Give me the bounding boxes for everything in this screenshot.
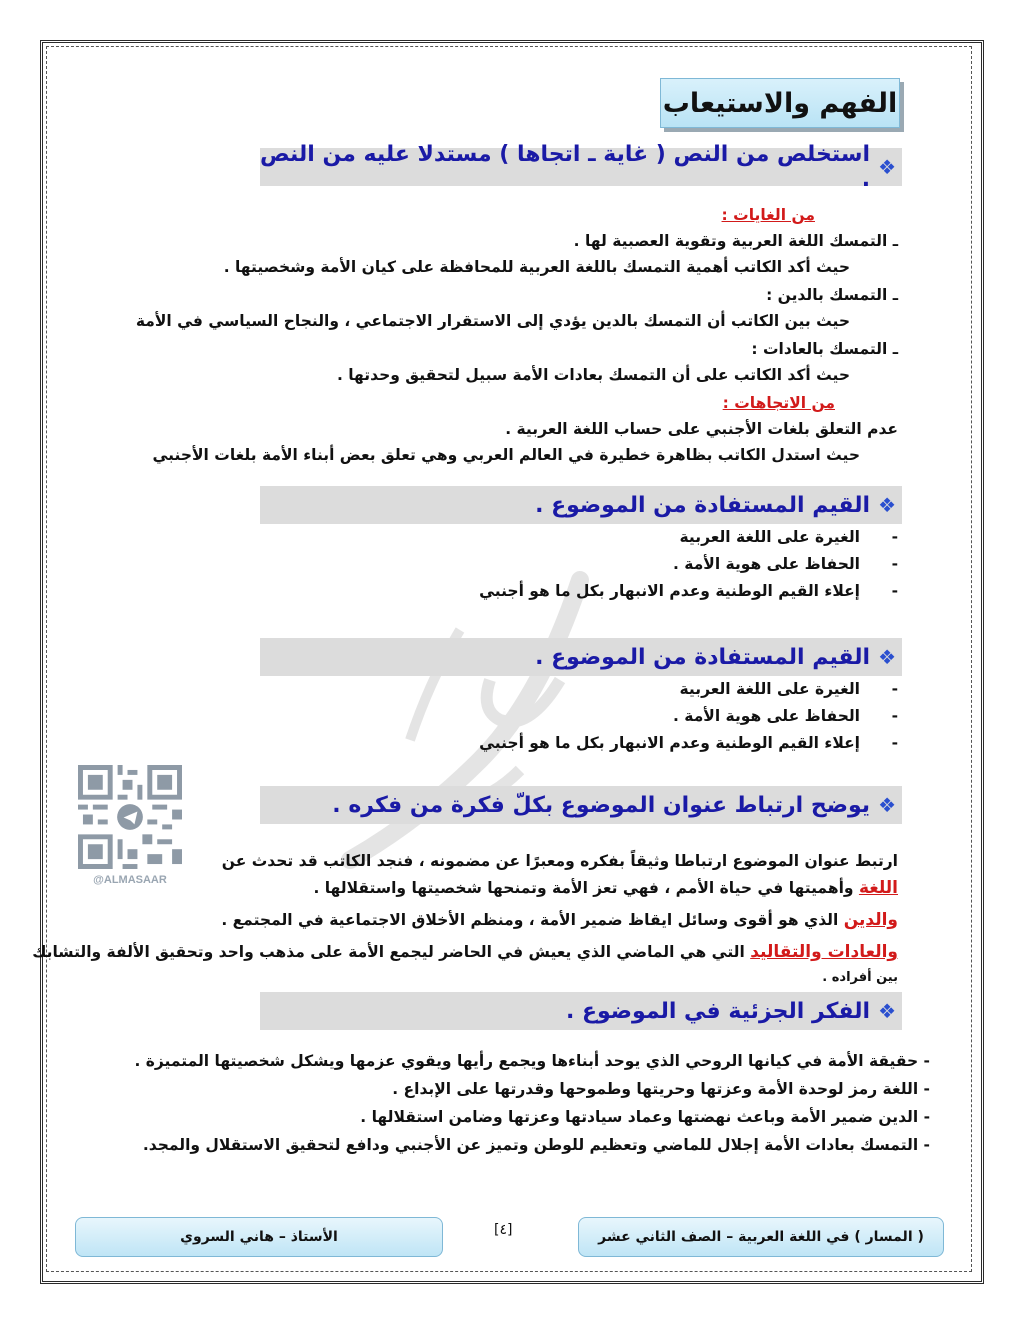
- section-heading-values-2: [260, 638, 902, 676]
- section-heading-values: [260, 486, 902, 524]
- diamond-bullet-icon: ❖: [878, 793, 896, 817]
- section-heading-link: [260, 786, 902, 824]
- keyword-religion: والدين: [843, 910, 898, 930]
- values-list-2: [479, 680, 898, 761]
- diamond-bullet-icon: ❖: [878, 645, 896, 669]
- diamond-bullet-icon: ❖: [878, 999, 896, 1023]
- list-item: -الغيرة على اللغة العربية: [679, 528, 898, 546]
- link-religion: والدين الذي هو أقوى وسائل ايقاظ ضمير الأمة ، ومنظم الأخلاق الاجتماعية في المجتمع .: [221, 910, 898, 930]
- goal-line-6: حيث أكد الكاتب على أن التمسك بعادات الأمة سبيل لتحقيق وحدتها .: [336, 366, 850, 384]
- idea-line-1: - حقيقة الأمة في كيانها الروحي الذي يوحد أبناءها ويجمع رأيها ويقوي عزمها ويشكل شخصيتها المتميزة .: [134, 1052, 930, 1070]
- link-intro: ارتبط عنوان الموضوع ارتباطا وثيقاً بفكره ومعبرًا عن مضمونه ، فنجد الكاتب قد تحدث عن: [221, 852, 898, 870]
- qr-code: [78, 765, 182, 869]
- goal-line-3: ـ التمسك بالدين :: [766, 286, 898, 304]
- keyword-language: اللغة: [858, 878, 898, 898]
- section-heading-text: استخلص من النص ( غاية ـ اتجاها ) مستدلا عليه من النص .: [260, 142, 871, 192]
- link-customs-tail: بين أفراده .: [822, 970, 898, 985]
- trends-label: من الاتجاهات :: [722, 394, 835, 412]
- section-heading-goals: [260, 142, 902, 192]
- trend-line-2: حيث استدل الكاتب بظاهرة خطيرة في العالم العربي وهي تعلق بعض أبناء الأمة بلغات الأجنبي: [152, 446, 860, 464]
- goal-line-4: حيث بين الكاتب أن التمسك بالدين يؤدي إلى الاستقرار الاجتماعي ، والنجاح السياسي في الأمة: [135, 312, 850, 330]
- link-language: اللغة وأهميتها في حياة الأمم ، فهي تعز الأمة وتمنحها شخصيتها واستقلالها .: [313, 878, 898, 898]
- footer-course: ( المسار ) في اللغة العربية – الصف الثاني عشر: [578, 1217, 944, 1257]
- list-item: -إعلاء القيم الوطنية وعدم الانبهار بكل ما هو أجنبي: [479, 582, 898, 600]
- list-item: -الحفاظ على هوية الأمة .: [673, 555, 898, 573]
- diamond-bullet-icon: ❖: [878, 493, 896, 517]
- section-heading-text: يوضح ارتباط عنوان الموضوع بكلّ فكرة من فكره .: [332, 792, 871, 818]
- diamond-bullet-icon: ❖: [878, 155, 896, 179]
- page-title: الفهم والاستيعاب: [660, 78, 900, 128]
- section-heading-ideas: [260, 992, 902, 1030]
- list-item: -إعلاء القيم الوطنية وعدم الانبهار بكل ما هو أجنبي: [479, 734, 898, 752]
- qr-handle: @ALMASAAR: [93, 874, 167, 886]
- section-heading-text: القيم المستفادة من الموضوع .: [535, 644, 871, 670]
- idea-line-2: - اللغة رمز لوحدة الأمة وعزتها وحريتها وطموحها وقدرتها على الإبداع .: [392, 1080, 930, 1098]
- footer-teacher: الأستاذ – هاني السروي: [75, 1217, 443, 1257]
- goal-line-1: ـ التمسك اللغة العربية وتقوية العصبية لها .: [573, 232, 898, 250]
- values-list: [479, 528, 898, 609]
- list-item: -الغيرة على اللغة العربية: [679, 680, 898, 698]
- link-customs: والعادات والتقاليد التي هي الماضي الذي يعيش في الحاضر ليجمع الأمة على مذهب واحد وتحقيق الألفة والتشابك: [32, 942, 898, 962]
- section-heading-text: القيم المستفادة من الموضوع .: [535, 492, 871, 518]
- goal-line-2: حيث أكد الكاتب أهمية التمسك باللغة العربية للمحافظة على كيان الأمة وشخصيتها .: [223, 258, 850, 276]
- list-item: -الحفاظ على هوية الأمة .: [673, 707, 898, 725]
- page-number: [٤]: [494, 1222, 513, 1238]
- goals-label: من الغايات :: [721, 206, 815, 224]
- goal-line-5: ـ التمسك بالعادات :: [751, 340, 898, 358]
- keyword-customs: والعادات والتقاليد: [750, 942, 898, 962]
- idea-line-4: - التمسك بعادات الأمة إجلال للماضي وتعظيم للوطن وتميز عن الأجنبي ودافع لتحقيق الاستقلال والمجد.: [142, 1136, 930, 1154]
- section-heading-text: الفكر الجزئية في الموضوع .: [565, 998, 871, 1024]
- trend-line-1: عدم التعلق بلغات الأجنبي على حساب اللغة العربية .: [505, 420, 898, 438]
- idea-line-3: - الدين ضمير الأمة وباعث نهضتها وعماد سيادتها وعزتها وضامن استقلالها .: [360, 1108, 930, 1126]
